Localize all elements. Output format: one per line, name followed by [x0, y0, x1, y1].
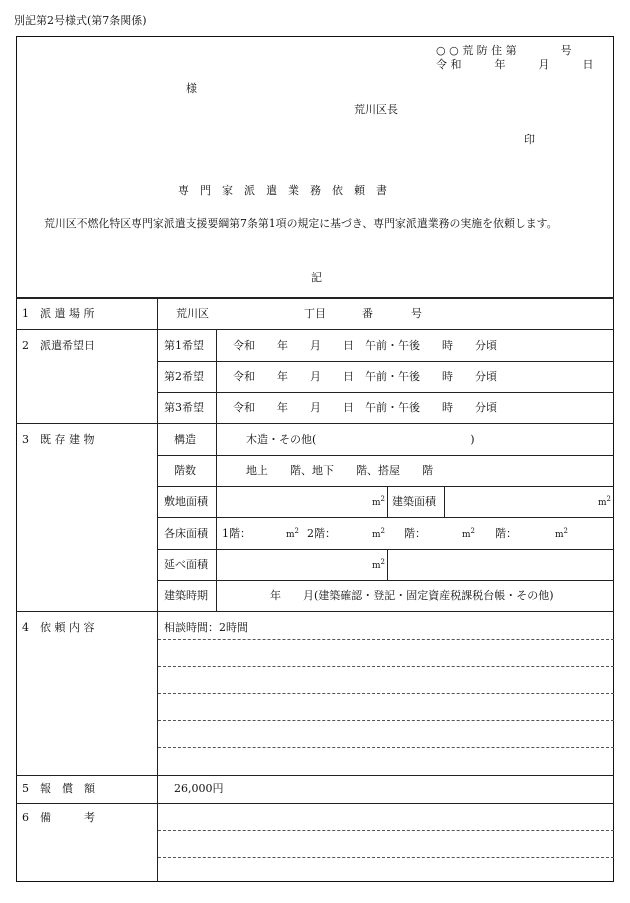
rule-after-dates: [16, 423, 614, 424]
rule-structure: [157, 455, 614, 456]
rule-after-request: [16, 775, 614, 776]
area-mid-divider: [387, 486, 388, 517]
structure-value: 木造・その他( ): [246, 433, 475, 446]
total-area-label: 延べ面積: [164, 558, 208, 571]
total-area-unit: $m^2$: [372, 558, 386, 571]
built-time-value: 年 月(建築確認・登記・固定資産税課税台帳・その他): [270, 589, 554, 602]
request-line-5: [158, 747, 614, 748]
remarks-line-1: [158, 830, 614, 831]
date-choice-divider: [216, 329, 217, 423]
document-title: 専 門 家 派 遣 業 務 依 頼 書: [178, 184, 387, 197]
floor-3-label: 階：: [404, 527, 426, 540]
date-text-1: 令和 年 月 日 午前・午後 時 分頃: [233, 339, 497, 352]
form-number-label: 別記第2号様式(第7条関係): [14, 14, 147, 27]
request-statement: 荒川区不燃化特区専門家派遣支援要綱第7条第1項の規定に基づき、専門家派遣業務の実施を依頼します。: [44, 217, 558, 230]
floor-2-label: 2階：: [307, 527, 336, 540]
rule-after-place: [16, 329, 614, 330]
place-chome: 丁目: [304, 307, 326, 320]
floor-2-unit: $m^2$: [372, 527, 386, 540]
consult-time: 相談時間：2時間: [164, 621, 248, 634]
request-label: 4 依 頼 内 容: [22, 621, 95, 634]
rule-date-2: [157, 392, 614, 393]
header-divider: [16, 297, 614, 299]
floor-area-label: 各床面積: [164, 527, 208, 540]
place-label: 1 派 遣 場 所: [22, 307, 95, 320]
floor-4-unit: $m^2$: [555, 527, 569, 540]
building-subcol-divider: [216, 423, 217, 611]
floor-4-label: 階：: [495, 527, 517, 540]
document-number: ○ ○ 荒 防 住 第 号: [436, 44, 572, 57]
request-line-4: [158, 720, 614, 721]
request-line-1: [158, 639, 614, 640]
form-frame: [16, 36, 614, 882]
issue-date: 令 和 年 月 日: [436, 58, 594, 71]
floors-label: 階数: [174, 464, 196, 477]
building-area-unit: $m^2$: [598, 495, 612, 508]
label-column-divider: [157, 297, 158, 882]
rule-total-area: [157, 580, 614, 581]
place-go: 号: [411, 307, 422, 320]
total-area-divider: [387, 549, 388, 580]
rule-after-building: [16, 611, 614, 612]
structure-label: 構造: [174, 433, 196, 446]
date-choice-3: 第3希望: [164, 401, 204, 414]
floor-1-label: 1階：: [222, 527, 251, 540]
rule-site-area: [157, 517, 614, 518]
rule-date-1: [157, 361, 614, 362]
building-area-label: 建築面積: [392, 495, 436, 508]
remarks-label: 6 備 考: [22, 811, 95, 824]
rule-floors: [157, 486, 614, 487]
seal-mark: 印: [524, 133, 535, 146]
site-area-unit: $m^2$: [372, 495, 386, 508]
sender-name: 荒川区長: [354, 103, 398, 116]
rule-after-fee: [16, 803, 614, 804]
remarks-line-2: [158, 857, 614, 858]
date-text-3: 令和 年 月 日 午前・午後 時 分頃: [233, 401, 497, 414]
place-ward: 荒川区: [176, 307, 209, 320]
date-choice-2: 第2希望: [164, 370, 204, 383]
area-label-divider: [444, 486, 445, 517]
request-line-3: [158, 693, 614, 694]
place-ban: 番: [362, 307, 373, 320]
floor-3-unit: $m^2$: [462, 527, 476, 540]
building-label: 3 既 存 建 物: [22, 433, 95, 446]
built-time-label: 建築時期: [164, 589, 208, 602]
floor-1-unit: $m^2$: [286, 527, 300, 540]
fee-label: 5 報 償 額: [22, 782, 95, 795]
dates-label: 2 派遣希望日: [22, 339, 95, 352]
date-choice-1: 第1希望: [164, 339, 204, 352]
site-area-label: 敷地面積: [164, 495, 208, 508]
rule-floor-area: [157, 549, 614, 550]
ki-mark: 記: [311, 271, 322, 284]
floors-value: 地上 階、地下 階、搭屋 階: [246, 464, 433, 477]
date-text-2: 令和 年 月 日 午前・午後 時 分頃: [233, 370, 497, 383]
addressee-suffix: 様: [186, 82, 197, 95]
request-line-2: [158, 666, 614, 667]
fee-value: 26,000円: [174, 782, 224, 795]
